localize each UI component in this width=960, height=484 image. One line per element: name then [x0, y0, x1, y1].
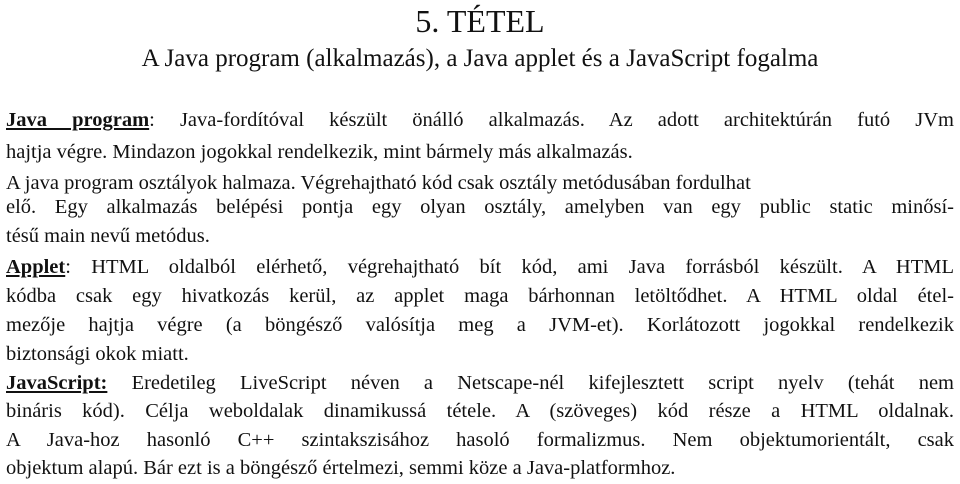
applet-line-3: mezője hajtja végre (a böngésző valósítja meg a JVM-et). Korlátozott jogokkal rendelkezik [6, 314, 954, 336]
applet-line-4: biztonsági okok miatt. [6, 343, 189, 365]
applet-line-1 [6, 254, 954, 280]
page-title: 5. TÉTEL [415, 3, 545, 39]
java-program-line-1 [6, 107, 954, 133]
page-subtitle: A Java program (alkalmazás), a Java applet és a JavaScript fogalma [141, 45, 819, 72]
java-program-text-1: : Java-fordítóval készült önálló alkalmazás. Az adott architektúrán futó JVm [149, 109, 954, 131]
java-program-line-5: tésű main nevű metódus. [6, 225, 210, 247]
javascript-line-2: bináris kód). Célja weboldalak dinamikussá tétele. A (szöveges) kód része a HTML oldalnak. [6, 400, 954, 422]
applet-line-2: kódba csak egy hivatkozás kerül, az applet maga bárhonnan letöltődhet. A HTML oldal étel- [6, 285, 954, 307]
java-program-term: Java program [6, 109, 150, 131]
java-program-line-4: elő. Egy alkalmazás belépési pontja egy olyan osztály, amelyben van egy public static minősí- [6, 196, 954, 218]
javascript-line-1 [6, 370, 954, 396]
javascript-term: JavaScript: [6, 372, 108, 394]
javascript-line-4: objektum alapú. Bár ezt is a böngésző értelmezi, semmi köze a Java-platformhoz. [6, 457, 676, 479]
applet-term: Applet [6, 256, 66, 278]
javascript-text-1: Eredetileg LiveScript néven a Netscape-nél kifejlesztett script nyelv (tehát nem [107, 372, 954, 394]
java-program-line-2: hajtja végre. Mindazon jogokkal rendelkezik, mint bármely más alkalmazás. [6, 141, 633, 163]
applet-text-1: : HTML oldalból elérhető, végrehajtható bít kód, ami Java forrásból készült. A HTML [65, 256, 954, 278]
java-program-line-3: A java program osztályok halmaza. Végrehajtható kód csak osztály metódusában fordulhat [6, 172, 751, 194]
javascript-line-3: A Java-hoz hasonló C++ szintakszisához hasoló formalizmus. Nem objektumorientált, csak [6, 429, 954, 451]
